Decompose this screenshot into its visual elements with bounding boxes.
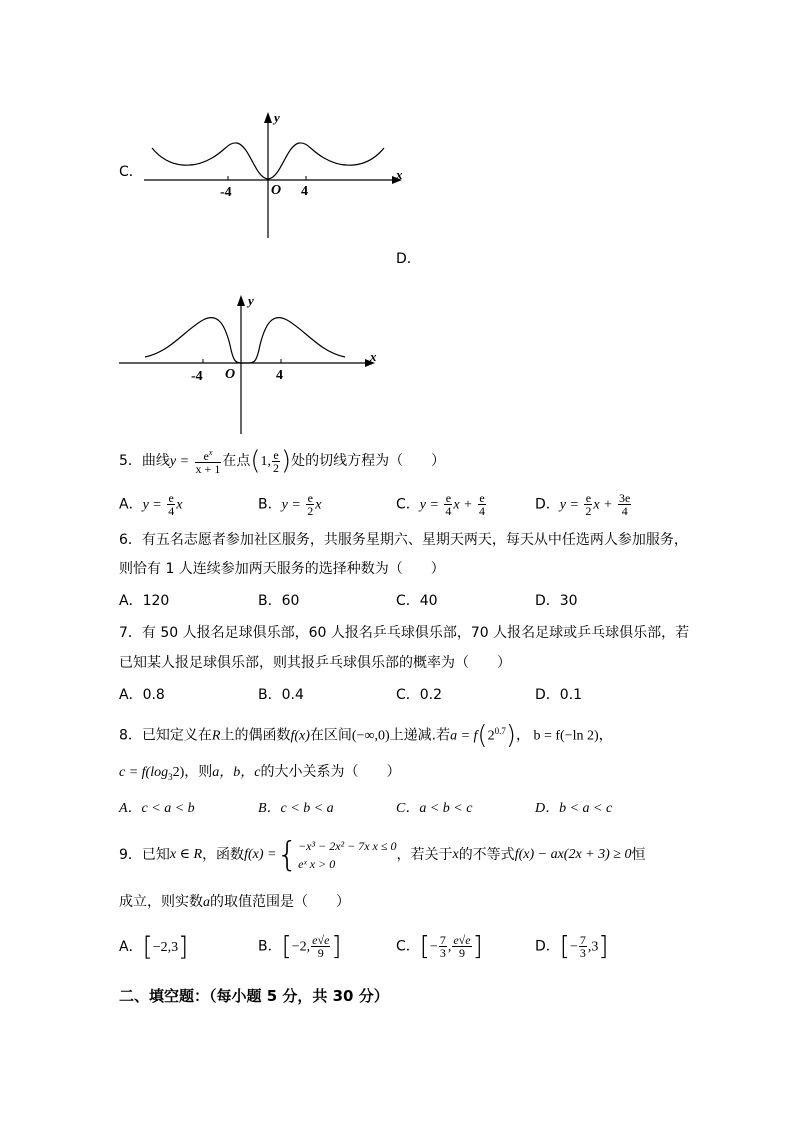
q6-option-a[interactable]: A．120 — [119, 593, 170, 609]
q5-option-d[interactable]: D．y = $\frac{e}{2}$ x + $\frac{3e}{4}$ — [535, 491, 631, 518]
question-5: 5．曲线y = $\frac{e^x}{x + 1}$ 在点(1, $\frac{e}{2}$ )处的切线方程为（ ） — [119, 446, 446, 476]
q7-option-b[interactable]: B．0.4 — [258, 687, 304, 703]
graph-c — [140, 108, 410, 243]
q8-option-b[interactable]: B．c < b < a — [258, 801, 334, 816]
function-curve-d — [145, 318, 345, 363]
q6-option-c[interactable]: C．40 — [396, 593, 438, 609]
x-axis-label: x — [396, 167, 403, 182]
q9-option-d[interactable]: D．[− $\frac{7}{3}$ ,3] — [535, 931, 609, 962]
question-8-line2: $c = f(\log_32)$，则a，b，c的大小关系为（ ） — [119, 764, 401, 782]
y-axis-label: y — [274, 110, 280, 125]
q5-option-c[interactable]: C．y = $\frac{e}{4}$ x + $\frac{e}{4}$ — [396, 491, 486, 518]
q5-option-b[interactable]: B．y = $\frac{e}{2}$ x — [258, 491, 322, 518]
y-axis-arrow — [264, 112, 272, 123]
origin-label: O — [225, 367, 236, 382]
q9-option-c[interactable]: C．[− $\frac{7}{3}$ , $\frac{e√e}{9}$ ] — [396, 931, 483, 962]
tick-label-neg4: -4 — [191, 369, 203, 384]
q7-option-c[interactable]: C．0.2 — [396, 687, 443, 703]
tick-label-4: 4 — [301, 184, 308, 199]
option-d-label: D． — [396, 251, 421, 267]
question-7-line1: 7．有 50 人报名足球俱乐部，60 人报名乒乓球俱乐部，70 人报名足球或乒乓球俱乐部，若 — [119, 625, 690, 641]
question-6-line1: 6．有五名志愿者参加社区服务，共服务星期六、星期天两天，每天从中任选两人参加服务， — [119, 532, 688, 548]
q9-option-b[interactable]: B．[−2, $\frac{e√e}{9}$ ] — [258, 931, 342, 962]
graph-d — [115, 290, 385, 440]
y-axis-arrow — [237, 295, 245, 306]
x-axis-label: x — [370, 349, 377, 364]
q9-option-a[interactable]: A．[−2,3] — [119, 932, 189, 962]
question-7-line2: 已知某人报足球俱乐部，则其报乒乓球俱乐部的概率为（ ） — [119, 655, 511, 671]
question-8-line1: 8．已知定义在R上的偶函数f(x)在区间(−∞,0)上递减.若$a = f(2^{0.7})$， b = f(−ln 2)， — [119, 720, 613, 751]
tick-label-neg4: -4 — [220, 185, 232, 200]
section-2-heading: 二、填空题：（每小题 5 分，共 30 分） — [119, 987, 389, 1005]
q8-option-c[interactable]: C．a < b < c — [396, 801, 473, 816]
question-9-line2: 成立，则实数a的取值范围是（ ） — [119, 894, 350, 910]
q8-option-a[interactable]: A．c < a < b — [119, 801, 195, 816]
question-9-line1: 9．已知x ∈ R，函数f(x) ={ −x³ − 2x² − 7x x ≤ 0 eˣ x > 0 ，若关于x的不等式f(x) − ax(2x + 3) ≥ 0恒 — [119, 835, 646, 875]
y-axis-label: y — [248, 293, 254, 308]
q5-option-a[interactable]: A．y = $\frac{e}{4}$ x — [119, 491, 183, 518]
question-6-line2: 则恰有 1 人连续参加两天服务的选择种数为（ ） — [119, 561, 445, 577]
q6-option-d[interactable]: D．30 — [535, 593, 578, 609]
option-c-label: C． — [119, 164, 143, 180]
tick-label-4: 4 — [276, 368, 283, 383]
origin-label: O — [271, 183, 282, 198]
q7-option-d[interactable]: D．0.1 — [535, 687, 583, 703]
q8-option-d[interactable]: D．b < a < c — [535, 801, 613, 816]
q7-option-a[interactable]: A．0.8 — [119, 687, 165, 703]
q6-option-b[interactable]: B．60 — [258, 593, 300, 609]
